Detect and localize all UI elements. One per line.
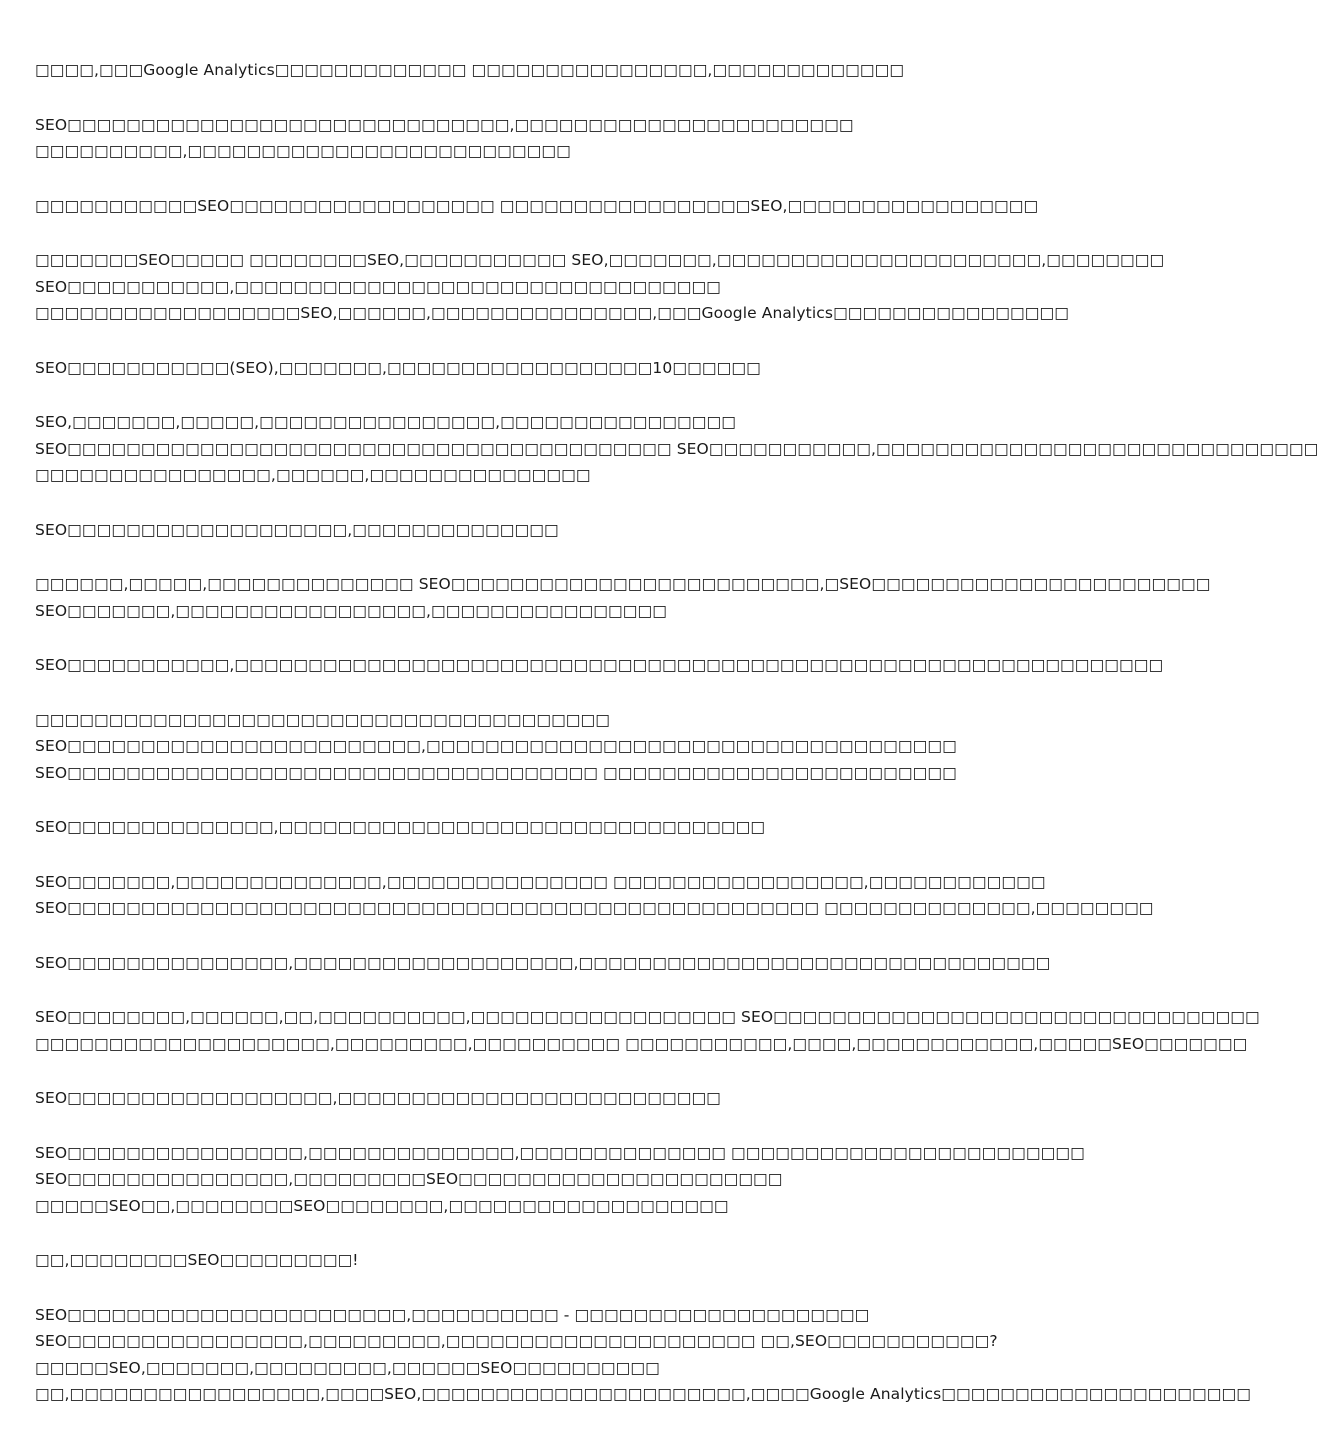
text-line: SEO□□□□□□□□□□□□□□□□□□□□□□□□,□□□□□□□□□□□□□□□□□□□□□□□□□□□□□□□□□□□□ bbox=[35, 737, 957, 755]
paragraph bbox=[35, 571, 1211, 624]
text-line: SEO,□□□□□□□,□□□□□,□□□□□□□□□□□□□□□□,□□□□□□□□□□□□□□□□ bbox=[35, 413, 737, 431]
text-line: SEO□□□□□□□□□□□(SEO),□□□□□□□,□□□□□□□□□□□□□□□□□□10□□□□□□ bbox=[35, 358, 761, 377]
text-line: SEO□□□□□□□□□□□□□□□□,□□□□□□□□□□□□□□,□□□□□□□□□□□□□□ □□□□□□□□□□□□□□□□□□□□□□□□ bbox=[35, 1143, 1085, 1162]
text-line: SEO□□□□□□□□□□□□□□□□□□□□□□□□□□□□□□,□□□□□□□□□□□□□□□□□□□□□□□ bbox=[35, 115, 854, 134]
text-line: □□□□□□□□□□□□□□□□□□□□,□□□□□□□□□,□□□□□□□□□□ □□□□□□□□□□□,□□□□,□□□□□□□□□□□□,□□□□□SEO□□□□□□□ bbox=[35, 1034, 1248, 1053]
text-line: SEO□□□□□□□□,□□□□□□,□□,□□□□□□□□□□,□□□□□□□□□□□□□□□□□□ SEO□□□□□□□□□□□□□□□□□□□□□□□□□□□□□□□□□ bbox=[35, 1008, 1260, 1026]
paragraph bbox=[35, 1004, 1260, 1057]
paragraph bbox=[35, 1247, 995, 1274]
text-line: SEO□□□□□□□□□□□,□□□□□□□□□□□□□□□□□□□□□□□□□□□□□□□□□□□□□□□□□□□□□□□□□□□□□□□□□□□□□□□ bbox=[35, 656, 1164, 674]
text-line: □□□□□□□□□□□SEO□□□□□□□□□□□□□□□□□□ □□□□□□□□□□□□□□□□□SEO,□□□□□□□□□□□□□□□□□ bbox=[35, 196, 1039, 215]
text-line: SEO□□□□□□□□□□□□□□□□□□□□□□□□□□□□□□□□□□□□□□□□□□□□□□□□□□□ □□□□□□□□□□□□□□,□□□□□□□□ bbox=[35, 899, 1154, 917]
paragraph bbox=[35, 517, 995, 544]
text-line: SEO□□□□□□□□□□□□□□□□□□□□□□□,□□□□□□□□□□ - □□□□□□□□□□□□□□□□□□□□ bbox=[35, 1305, 870, 1324]
paragraph bbox=[35, 814, 995, 841]
text-line: □□□□□□□□□□□□□□□□□□SEO,□□□□□□,□□□□□□□□□□□□□□□,□□□Google Analytics□□□□□□□□□□□□□□□□ bbox=[35, 304, 1069, 322]
text-line: SEO□□□□□□□□□□□□□□□□□□□□□□□□□□□□□□□□□□□□ □□□□□□□□□□□□□□□□□□□□□□□□ bbox=[35, 763, 957, 782]
paragraph bbox=[35, 707, 995, 787]
text-line: SEO□□□□□□□□□□□□□□□□□□□,□□□□□□□□□□□□□□ bbox=[35, 520, 559, 539]
text-line: SEO□□□□□□□□□□□,□□□□□□□□□□□□□□□□□□□□□□□□□□□□□□□□□ bbox=[35, 277, 721, 296]
paragraph bbox=[35, 112, 995, 165]
paragraph bbox=[35, 57, 995, 84]
paragraph bbox=[35, 950, 1051, 977]
text-line: □□,□□□□□□□□SEO□□□□□□□□□! bbox=[35, 1251, 359, 1269]
text-line: SEO□□□□□□□□□□□□□□,□□□□□□□□□□□□□□□□□□□□□□□□□□□□□□□□□ bbox=[35, 818, 766, 836]
text-line: □□□□□□□□□□,□□□□□□□□□□□□□□□□□□□□□□□□□□ bbox=[35, 142, 571, 160]
text-line: □□□□□□□SEO□□□□□ □□□□□□□□SEO,□□□□□□□□□□□ SEO,□□□□□□□,□□□□□□□□□□□□□□□□□□□□□□,□□□□□□□□ bbox=[35, 251, 1165, 269]
text-line: SEO□□□□□□□,□□□□□□□□□□□□□□,□□□□□□□□□□□□□□□ □□□□□□□□□□□□□□□□□,□□□□□□□□□□□□ bbox=[35, 872, 1046, 891]
paragraph bbox=[35, 409, 1318, 489]
text-line: SEO□□□□□□□,□□□□□□□□□□□□□□□□□,□□□□□□□□□□□□□□□□ bbox=[35, 601, 667, 620]
text-line: SEO□□□□□□□□□□□□□□□,□□□□□□□□□SEO□□□□□□□□□□□□□□□□□□□□□□ bbox=[35, 1170, 783, 1188]
text-line: SEO□□□□□□□□□□□□□□□□,□□□□□□□□□,□□□□□□□□□□□□□□□□□□□□□ □□,SEO□□□□□□□□□□□? bbox=[35, 1332, 998, 1350]
paragraph bbox=[35, 355, 995, 382]
paragraph bbox=[35, 1302, 1251, 1408]
paragraph bbox=[35, 1085, 995, 1112]
paragraph bbox=[35, 193, 1039, 220]
paragraph bbox=[35, 1140, 1085, 1220]
text-line: □□□□□□,□□□□□,□□□□□□□□□□□□□□ SEO□□□□□□□□□□□□□□□□□□□□□□□□□,□SEO□□□□□□□□□□□□□□□□□□□□□□□ bbox=[35, 575, 1211, 593]
text-line: □□□□□SEO□□,□□□□□□□□SEO□□□□□□□□,□□□□□□□□□□□□□□□□□□□ bbox=[35, 1196, 729, 1215]
paragraph bbox=[35, 652, 1164, 679]
text-line: □□□□□□□□□□□□□□□□,□□□□□□,□□□□□□□□□□□□□□□ bbox=[35, 466, 591, 484]
paragraph bbox=[35, 869, 1154, 922]
text-line: □□□□□SEO,□□□□□□□,□□□□□□□□□,□□□□□□SEO□□□□□□□□□□ bbox=[35, 1358, 660, 1377]
text-line: □□□□□□□□□□□□□□□□□□□□□□□□□□□□□□□□□□□□□□□ bbox=[35, 710, 611, 729]
text-line: □□□□,□□□Google Analytics□□□□□□□□□□□□□ □□□□□□□□□□□□□□□□,□□□□□□□□□□□□□ bbox=[35, 61, 905, 79]
text-line: SEO□□□□□□□□□□□□□□□,□□□□□□□□□□□□□□□□□□□,□□□□□□□□□□□□□□□□□□□□□□□□□□□□□□□□ bbox=[35, 953, 1051, 972]
text-line: □□,□□□□□□□□□□□□□□□□□,□□□□SEO,□□□□□□□□□□□□□□□□□□□□□□,□□□□Google Analytics□□□□□□□□□□□□□□□□□□□□□ bbox=[35, 1385, 1251, 1403]
paragraph bbox=[35, 247, 1165, 327]
text-line: SEO□□□□□□□□□□□□□□□□□□□□□□□□□□□□□□□□□□□□□□□□□ SEO□□□□□□□□□□□,□□□□□□□□□□□□□□□□□□□□□□□□□□□□□□ bbox=[35, 439, 1318, 458]
document-body bbox=[35, 57, 1318, 1436]
text-line: SEO□□□□□□□□□□□□□□□□□□,□□□□□□□□□□□□□□□□□□□□□□□□□□ bbox=[35, 1089, 721, 1107]
